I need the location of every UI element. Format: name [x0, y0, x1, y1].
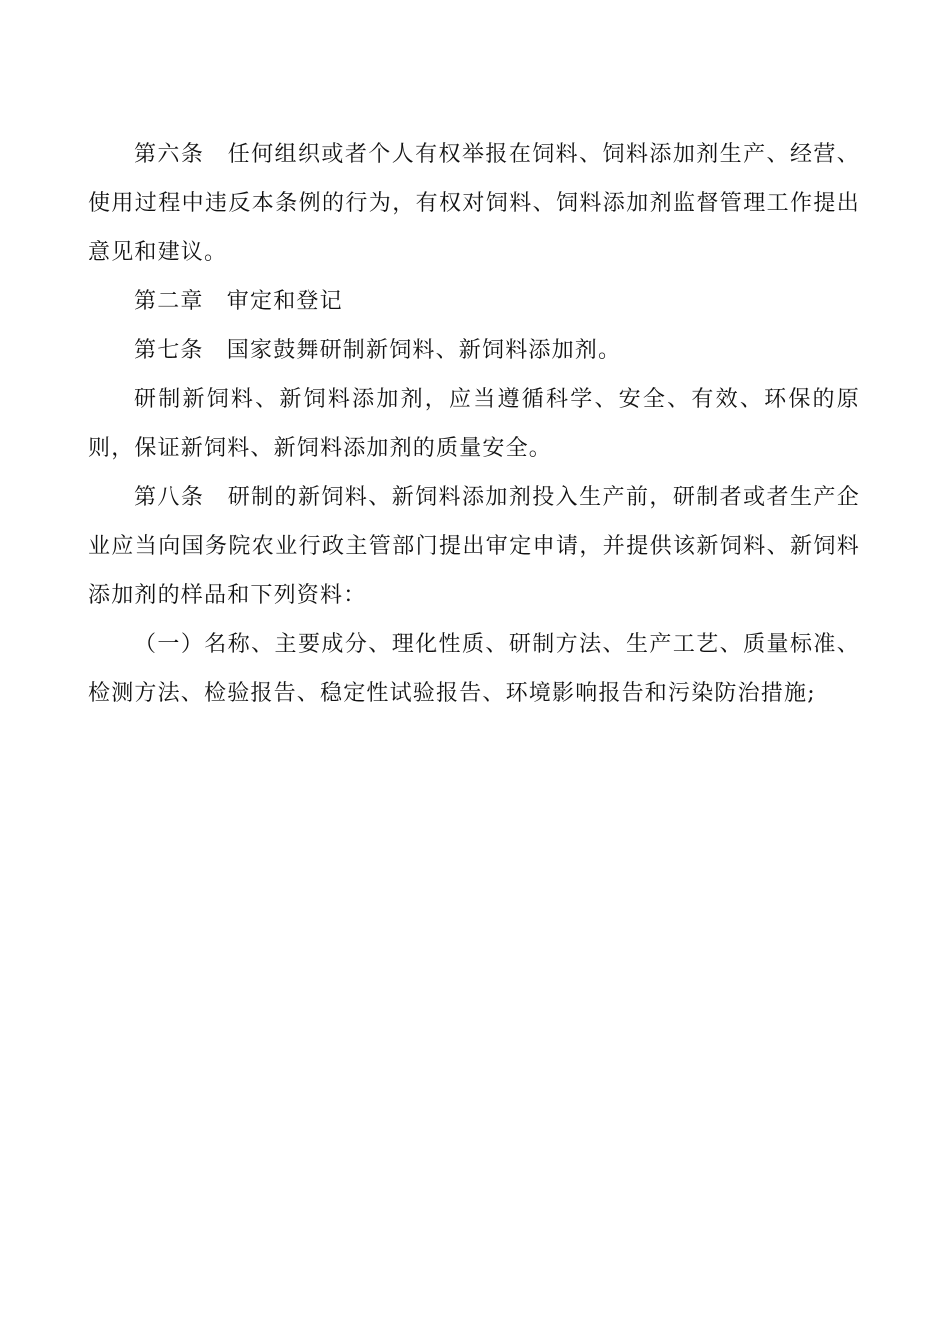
document-body [88, 130, 860, 718]
paragraph-item-1: （一）名称、主要成分、理化性质、研制方法、生产工艺、质量标准、检测方法、检验报告、稳定性试验报告、环境影响报告和污染防治措施; [88, 632, 860, 706]
paragraph-article-6: 第六条 任何组织或者个人有权举报在饲料、饲料添加剂生产、经营、使用过程中违反本条例的行为，有权对饲料、饲料添加剂监督管理工作提出意见和建议。 [88, 142, 860, 265]
paragraph-article-7-detail: 研制新饲料、新饲料添加剂，应当遵循科学、安全、有效、环保的原则，保证新饲料、新饲料添加剂的质量安全。 [88, 387, 860, 461]
paragraph-article-8: 第八条 研制的新饲料、新饲料添加剂投入生产前，研制者或者生产企业应当向国务院农业行政主管部门提出审定申请，并提供该新饲料、新饲料添加剂的样品和下列资料： [88, 485, 860, 608]
chapter-heading: 第二章 审定和登记 [134, 289, 343, 314]
paragraph-article-7: 第七条 国家鼓舞研制新饲料、新饲料添加剂。 [134, 338, 622, 363]
